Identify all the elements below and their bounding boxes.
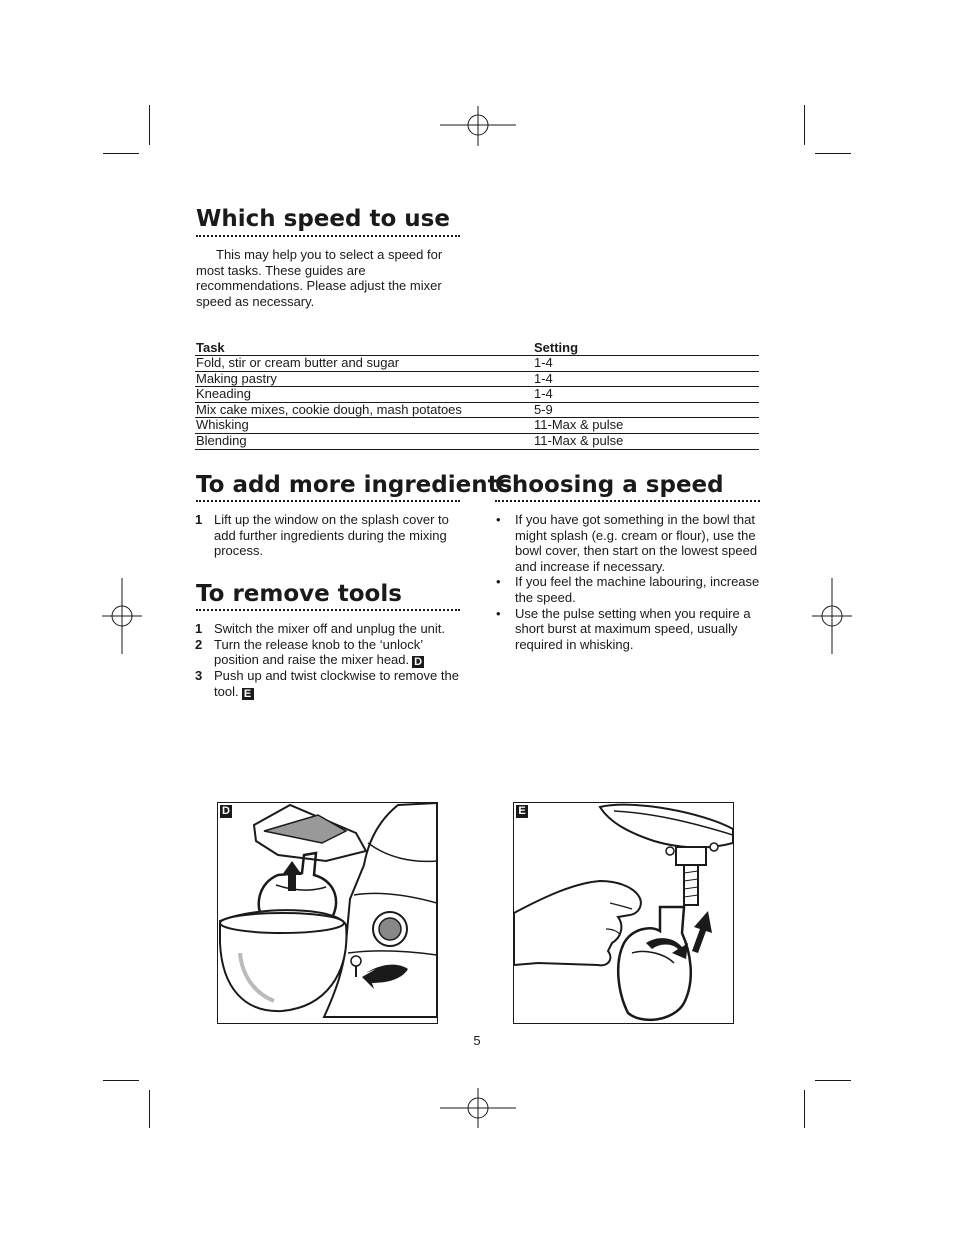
- figure-d: [217, 802, 438, 1024]
- setting-cell: 5-9: [533, 402, 759, 418]
- heading-divider: [196, 500, 460, 502]
- crop-mark: [149, 105, 150, 145]
- list-item: [195, 512, 460, 559]
- crop-mark: [103, 153, 139, 154]
- list-item: [195, 668, 461, 700]
- table-row: [195, 371, 759, 387]
- list-item: [195, 637, 461, 669]
- step-number: 1: [195, 512, 203, 527]
- registration-mark-icon: [440, 1088, 516, 1128]
- figure-e-label: E: [516, 805, 528, 818]
- step-text: Turn the release knob to the ‘unlock’ position and raise the mixer head.: [214, 636, 423, 668]
- crop-mark: [804, 105, 805, 145]
- step-text: Lift up the window on the splash cover to add further ingredients during the mixing process.: [214, 512, 449, 559]
- remove-tools-steps: [195, 621, 461, 700]
- setting-cell: 1-4: [533, 387, 759, 403]
- figure-e: [513, 802, 734, 1024]
- heading-divider: [196, 609, 460, 611]
- registration-mark-icon: [102, 578, 142, 654]
- step-text: Switch the mixer off and unplug the unit.: [214, 621, 446, 636]
- bullet-text: Use the pulse setting when you require a short burst at maximum speed, usually required in whisking.: [515, 605, 751, 652]
- bullet-icon: •: [496, 512, 501, 527]
- bullet-text: If you have got something in the bowl that might splash (e.g. cream or flour), use the bowl cover, then start on the lowest speed and increase if necessary.: [515, 512, 758, 574]
- table-row: [195, 356, 759, 372]
- step-text: Push up and twist clockwise to remove the tool.: [214, 668, 459, 699]
- list-item: [496, 606, 760, 653]
- table-row: [195, 433, 759, 449]
- setting-cell: 11-Max & pulse: [533, 418, 759, 434]
- table-header-setting: Setting: [534, 340, 579, 355]
- list-item: [496, 574, 760, 605]
- setting-cell: 11-Max & pulse: [533, 433, 759, 449]
- crop-mark: [815, 1080, 851, 1081]
- choosing-speed-heading: Choosing a speed: [495, 472, 724, 498]
- setting-cell: 1-4: [533, 371, 759, 387]
- task-cell: Blending: [195, 433, 533, 449]
- add-ingredients-steps: [195, 512, 460, 559]
- step-number: 1: [195, 621, 203, 636]
- add-ingredients-heading: To add more ingredients: [196, 472, 513, 498]
- tool-removal-illustration: [514, 803, 733, 1023]
- remove-tools-heading: To remove tools: [196, 581, 402, 607]
- table-header-task: Task: [196, 340, 225, 355]
- task-cell: Making pastry: [195, 371, 533, 387]
- crop-mark: [815, 153, 851, 154]
- mixer-head-raised-illustration: [218, 803, 437, 1023]
- choosing-speed-list: [496, 512, 760, 652]
- task-cell: Fold, stir or cream butter and sugar: [195, 356, 533, 372]
- crop-mark: [149, 1090, 150, 1128]
- speed-section-heading: Which speed to use: [196, 206, 450, 232]
- bullet-icon: •: [496, 574, 501, 590]
- list-item: [195, 621, 461, 637]
- speed-intro-text: This may help you to select a speed for most tasks. These guides are recommendations. Please adjust the mixer speed as necessary.: [196, 247, 443, 309]
- list-item: [496, 512, 760, 574]
- table-row: [195, 402, 759, 418]
- table-row: [195, 387, 759, 403]
- step-number: 2: [195, 636, 203, 652]
- task-cell: Kneading: [195, 387, 533, 403]
- figure-ref-badge: E: [242, 688, 254, 700]
- bullet-text: If you feel the machine labouring, increase the speed.: [515, 574, 760, 605]
- table-header-row: [195, 340, 759, 356]
- speed-table: [195, 340, 759, 450]
- table-row: [195, 418, 759, 434]
- step-number: 3: [195, 668, 203, 684]
- crop-mark: [804, 1090, 805, 1128]
- crop-mark: [103, 1080, 139, 1081]
- task-cell: Whisking: [195, 418, 533, 434]
- task-cell: Mix cake mixes, cookie dough, mash potatoes: [195, 402, 533, 418]
- bullet-icon: •: [496, 605, 501, 621]
- heading-divider: [495, 500, 760, 502]
- registration-mark-icon: [440, 106, 516, 146]
- page-number: 5: [473, 1033, 481, 1048]
- setting-cell: 1-4: [533, 356, 759, 372]
- heading-divider: [196, 235, 460, 237]
- figure-ref-badge: D: [412, 656, 424, 668]
- figure-d-label: D: [220, 805, 232, 818]
- registration-mark-icon: [812, 578, 852, 654]
